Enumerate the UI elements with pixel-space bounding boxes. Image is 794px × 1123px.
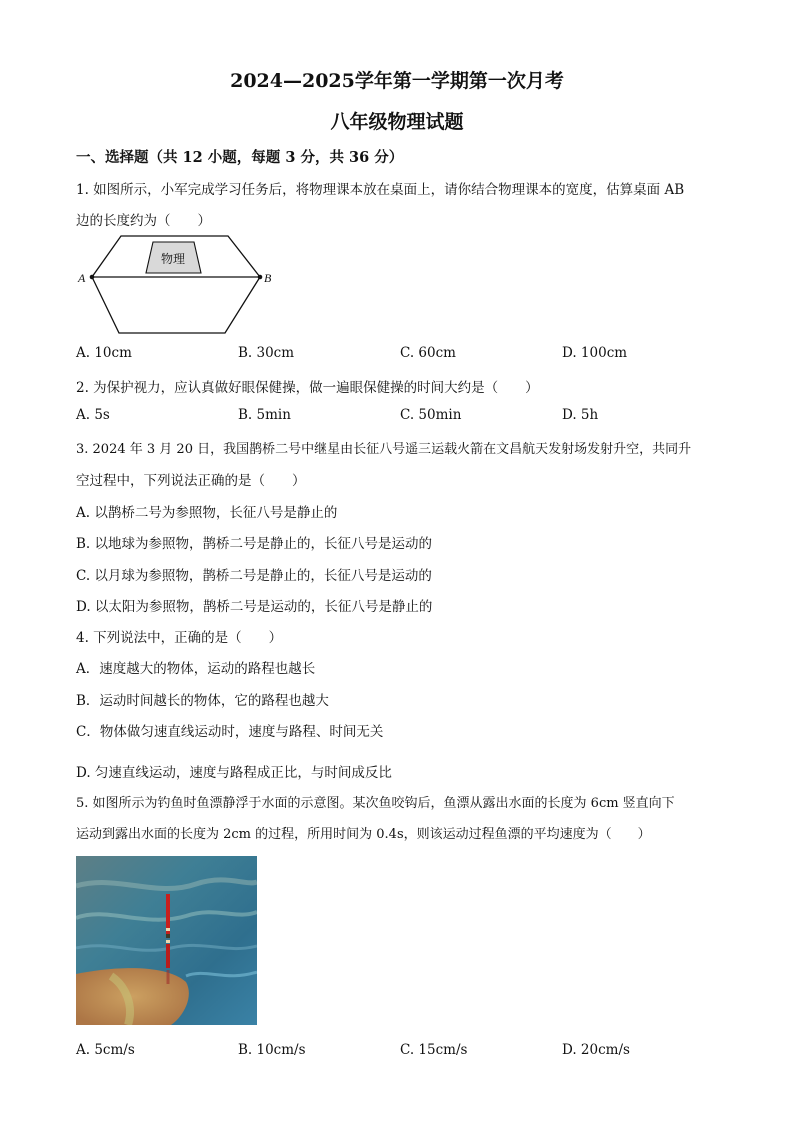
point-a-label: A [78,271,86,285]
desk-book-figure [74,232,284,338]
fishing-float-photo [76,856,257,1025]
float-band-white [166,940,170,943]
q1-stem-line1: 1. 如图所示，小军完成学习任务后，将物理课本放在桌面上，请你结合物理课本的宽度，估算桌面 AB [76,182,685,198]
q1-option-d[interactable]: D. 100cm [562,345,628,361]
q2-option-d[interactable]: D. 5h [562,407,599,423]
exam-subtitle: 八年级物理试题 [330,111,464,133]
q4-stem: 4. 下列说法中，正确的是（ ） [76,630,283,646]
point-a-dot [90,275,95,280]
q5-option-d[interactable]: D. 20cm/s [562,1042,630,1058]
q4-option-b[interactable]: B．运动时间越长的物体，它的路程也越大 [76,693,329,709]
q1-option-b[interactable]: B. 30cm [238,345,295,361]
q4-option-c[interactable]: C．物体做匀速直线运动时，速度与路程、时间无关 [76,724,384,740]
point-b-label: B [264,271,272,285]
book-label: 物理 [160,252,186,266]
q3-option-a[interactable]: A. 以鹊桥二号为参照物，长征八号是静止的 [76,505,338,521]
q5-option-b[interactable]: B. 10cm/s [238,1042,306,1058]
q5-option-a[interactable]: A. 5cm/s [76,1042,135,1058]
q3-option-d[interactable]: D. 以太阳为参照物，鹊桥二号是运动的，长征八号是静止的 [76,599,433,615]
q3-stem-line2: 空过程中，下列说法正确的是（ ） [76,473,306,489]
q3-option-b[interactable]: B. 以地球为参照物，鹊桥二号是静止的，长征八号是运动的 [76,536,433,552]
q3-stem-line1: 3. 2024 年 3 月 20 日，我国鹊桥二号中继星由长征八号遥三运载火箭在文昌航天发射场发射升空，共同升 [76,442,692,457]
q1-option-a[interactable]: A. 10cm [76,345,132,361]
q2-option-c[interactable]: C. 50min [400,407,462,423]
q4-option-d[interactable]: D. 匀速直线运动，速度与路程成正比，与时间成反比 [76,765,392,781]
q2-stem: 2. 为保护视力，应认真做好眼保健操，做一遍眼保健操的时间大约是（ ） [76,380,539,396]
exam-title: 2024—2025学年第一学期第一次月考 [230,70,564,92]
float-stem-red [166,894,170,938]
q1-option-c[interactable]: C. 60cm [400,345,456,361]
float-band-dark [166,934,170,938]
point-b-dot [258,275,263,280]
float-stem-lower [166,944,170,968]
q5-stem-line1: 5. 如图所示为钓鱼时鱼漂静浮于水面的示意图。某次鱼咬钩后，鱼漂从露出水面的长度为 6cm 竖直向下 [76,796,675,811]
q5-option-c[interactable]: C. 15cm/s [400,1042,468,1058]
q5-stem-line2: 运动到露出水面的长度为 2cm 的过程，所用时间为 0.4s，则该运动过程鱼漂的平均速度为（ ） [76,827,651,842]
q2-option-b[interactable]: B. 5min [238,407,291,423]
q2-option-a[interactable]: A. 5s [76,407,110,423]
q1-stem-line2: 边的长度约为（ ） [76,213,211,229]
float-band-white [166,928,170,931]
q4-option-a[interactable]: A．速度越大的物体，运动的路程也越长 [76,661,316,677]
section-heading: 一、选择题（共 12 小题，每题 3 分，共 36 分） [76,149,404,166]
q3-option-c[interactable]: C. 以月球为参照物，鹊桥二号是静止的，长征八号是运动的 [76,568,432,584]
